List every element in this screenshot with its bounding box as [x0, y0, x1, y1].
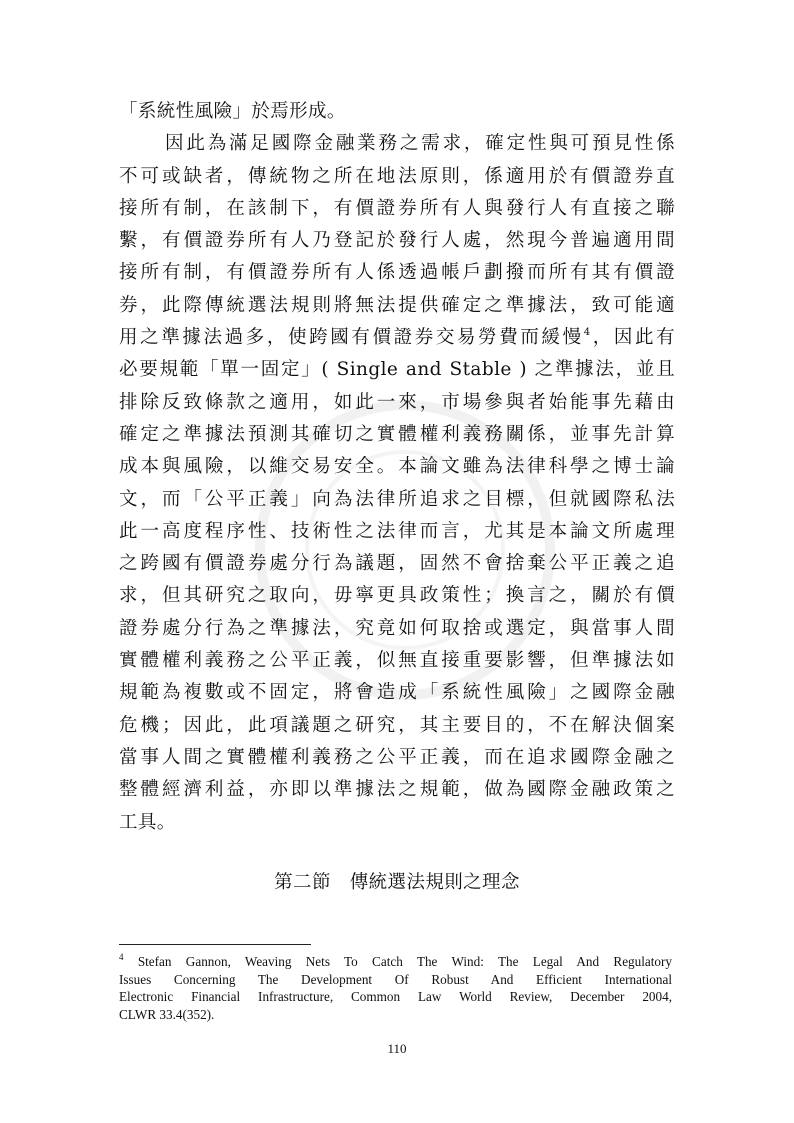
- paragraph-line: 證券處分行為之準據法，究竟如何取捨或選定，與當事人間: [119, 617, 675, 639]
- paragraph-line: 確定之準據法預測其確切之實體權利義務關係，並事先計算: [119, 423, 675, 445]
- paragraph-line: 整體經濟利益，亦即以準據法之規範，做為國際金融政策之: [119, 779, 675, 801]
- paragraph-line: 「系統性風險」於焉形成。: [119, 101, 346, 122]
- paragraph-line: 規範為複數或不固定，將會造成「系統性風險」之國際金融: [119, 682, 675, 704]
- footnote-number: 4: [119, 952, 124, 962]
- paragraph-line: 文，而「公平正義」向為法律所追求之目標，但就國際私法: [119, 488, 675, 510]
- page-number: 110: [387, 1041, 407, 1056]
- paragraph-text: 用之準據法過多，使跨國有價證券交易勞費而緩慢: [119, 327, 584, 349]
- paragraph-line: 此一高度程序性、技術性之法律而言，尤其是本論文所處理: [119, 520, 675, 542]
- paragraph-line: 排除反致條款之適用，如此一來，市場參與者始能事先藉由: [119, 391, 675, 413]
- section-heading: 第二節 傳統選法規則之理念: [274, 872, 520, 893]
- body-text: [119, 96, 675, 839]
- paragraph-text: ，因此有: [590, 327, 675, 349]
- paragraph-line: 接所有制，有價證券所有人係透過帳戶劃撥而所有其有價證: [119, 262, 675, 284]
- paragraph-line: 繫，有價證券所有人乃登記於發行人處，然現今普遍適用間: [119, 230, 675, 252]
- paragraph-line: 工具。: [119, 811, 176, 833]
- footnote: [119, 953, 672, 1023]
- footnote-line: [119, 953, 672, 971]
- footnote-reference[interactable]: 4: [583, 327, 591, 339]
- footnote-text: Stefan Gannon, Weaving Nets To Catch The Wind: The Legal And Regulatory: [137, 954, 672, 969]
- footnote-line: Issues Concerning The Development Of Robust And Efficient International: [119, 971, 672, 987]
- paragraph-line: 實體權利義務之公平正義，似無直接重要影響，但準據法如: [119, 650, 675, 672]
- paragraph-line-with-footnote: [119, 322, 675, 354]
- footnote-line: Electronic Financial Infrastructure, Common Law World Review, December 2004,: [119, 989, 672, 1005]
- paragraph-line: 之跨國有價證券處分行為議題，固然不會捨棄公平正義之追: [119, 553, 675, 575]
- footnote-line: CLWR 33.4(352).: [119, 1006, 215, 1022]
- paragraph-line: 不可或缺者，傳統物之所在地法原則，係適用於有價證券直: [119, 165, 675, 187]
- paragraph-line: 成本與風險，以維交易安全。本論文雖為法律科學之博士論: [119, 456, 675, 478]
- paragraph-line: 因此為滿足國際金融業務之需求，確定性與可預見性係: [165, 133, 675, 155]
- paragraph-line: 危機；因此，此項議題之研究，其主要目的，不在解決個案: [119, 714, 675, 736]
- paragraph-line: 券，此際傳統選法規則將無法提供確定之準據法，致可能適: [119, 294, 675, 316]
- paragraph-line: 必要規範「單一固定」( Single and Stable ) 之準據法，並且: [119, 359, 675, 381]
- paragraph-line: 當事人間之實體權利義務之公平正義，而在追求國際金融之: [119, 746, 675, 768]
- paragraph-line: 求，但其研究之取向，毋寧更具政策性；換言之，關於有價: [119, 585, 675, 607]
- paragraph-line: 接所有制，在該制下，有價證券所有人與發行人有直接之聯: [119, 197, 675, 219]
- footnote-divider: [119, 944, 311, 945]
